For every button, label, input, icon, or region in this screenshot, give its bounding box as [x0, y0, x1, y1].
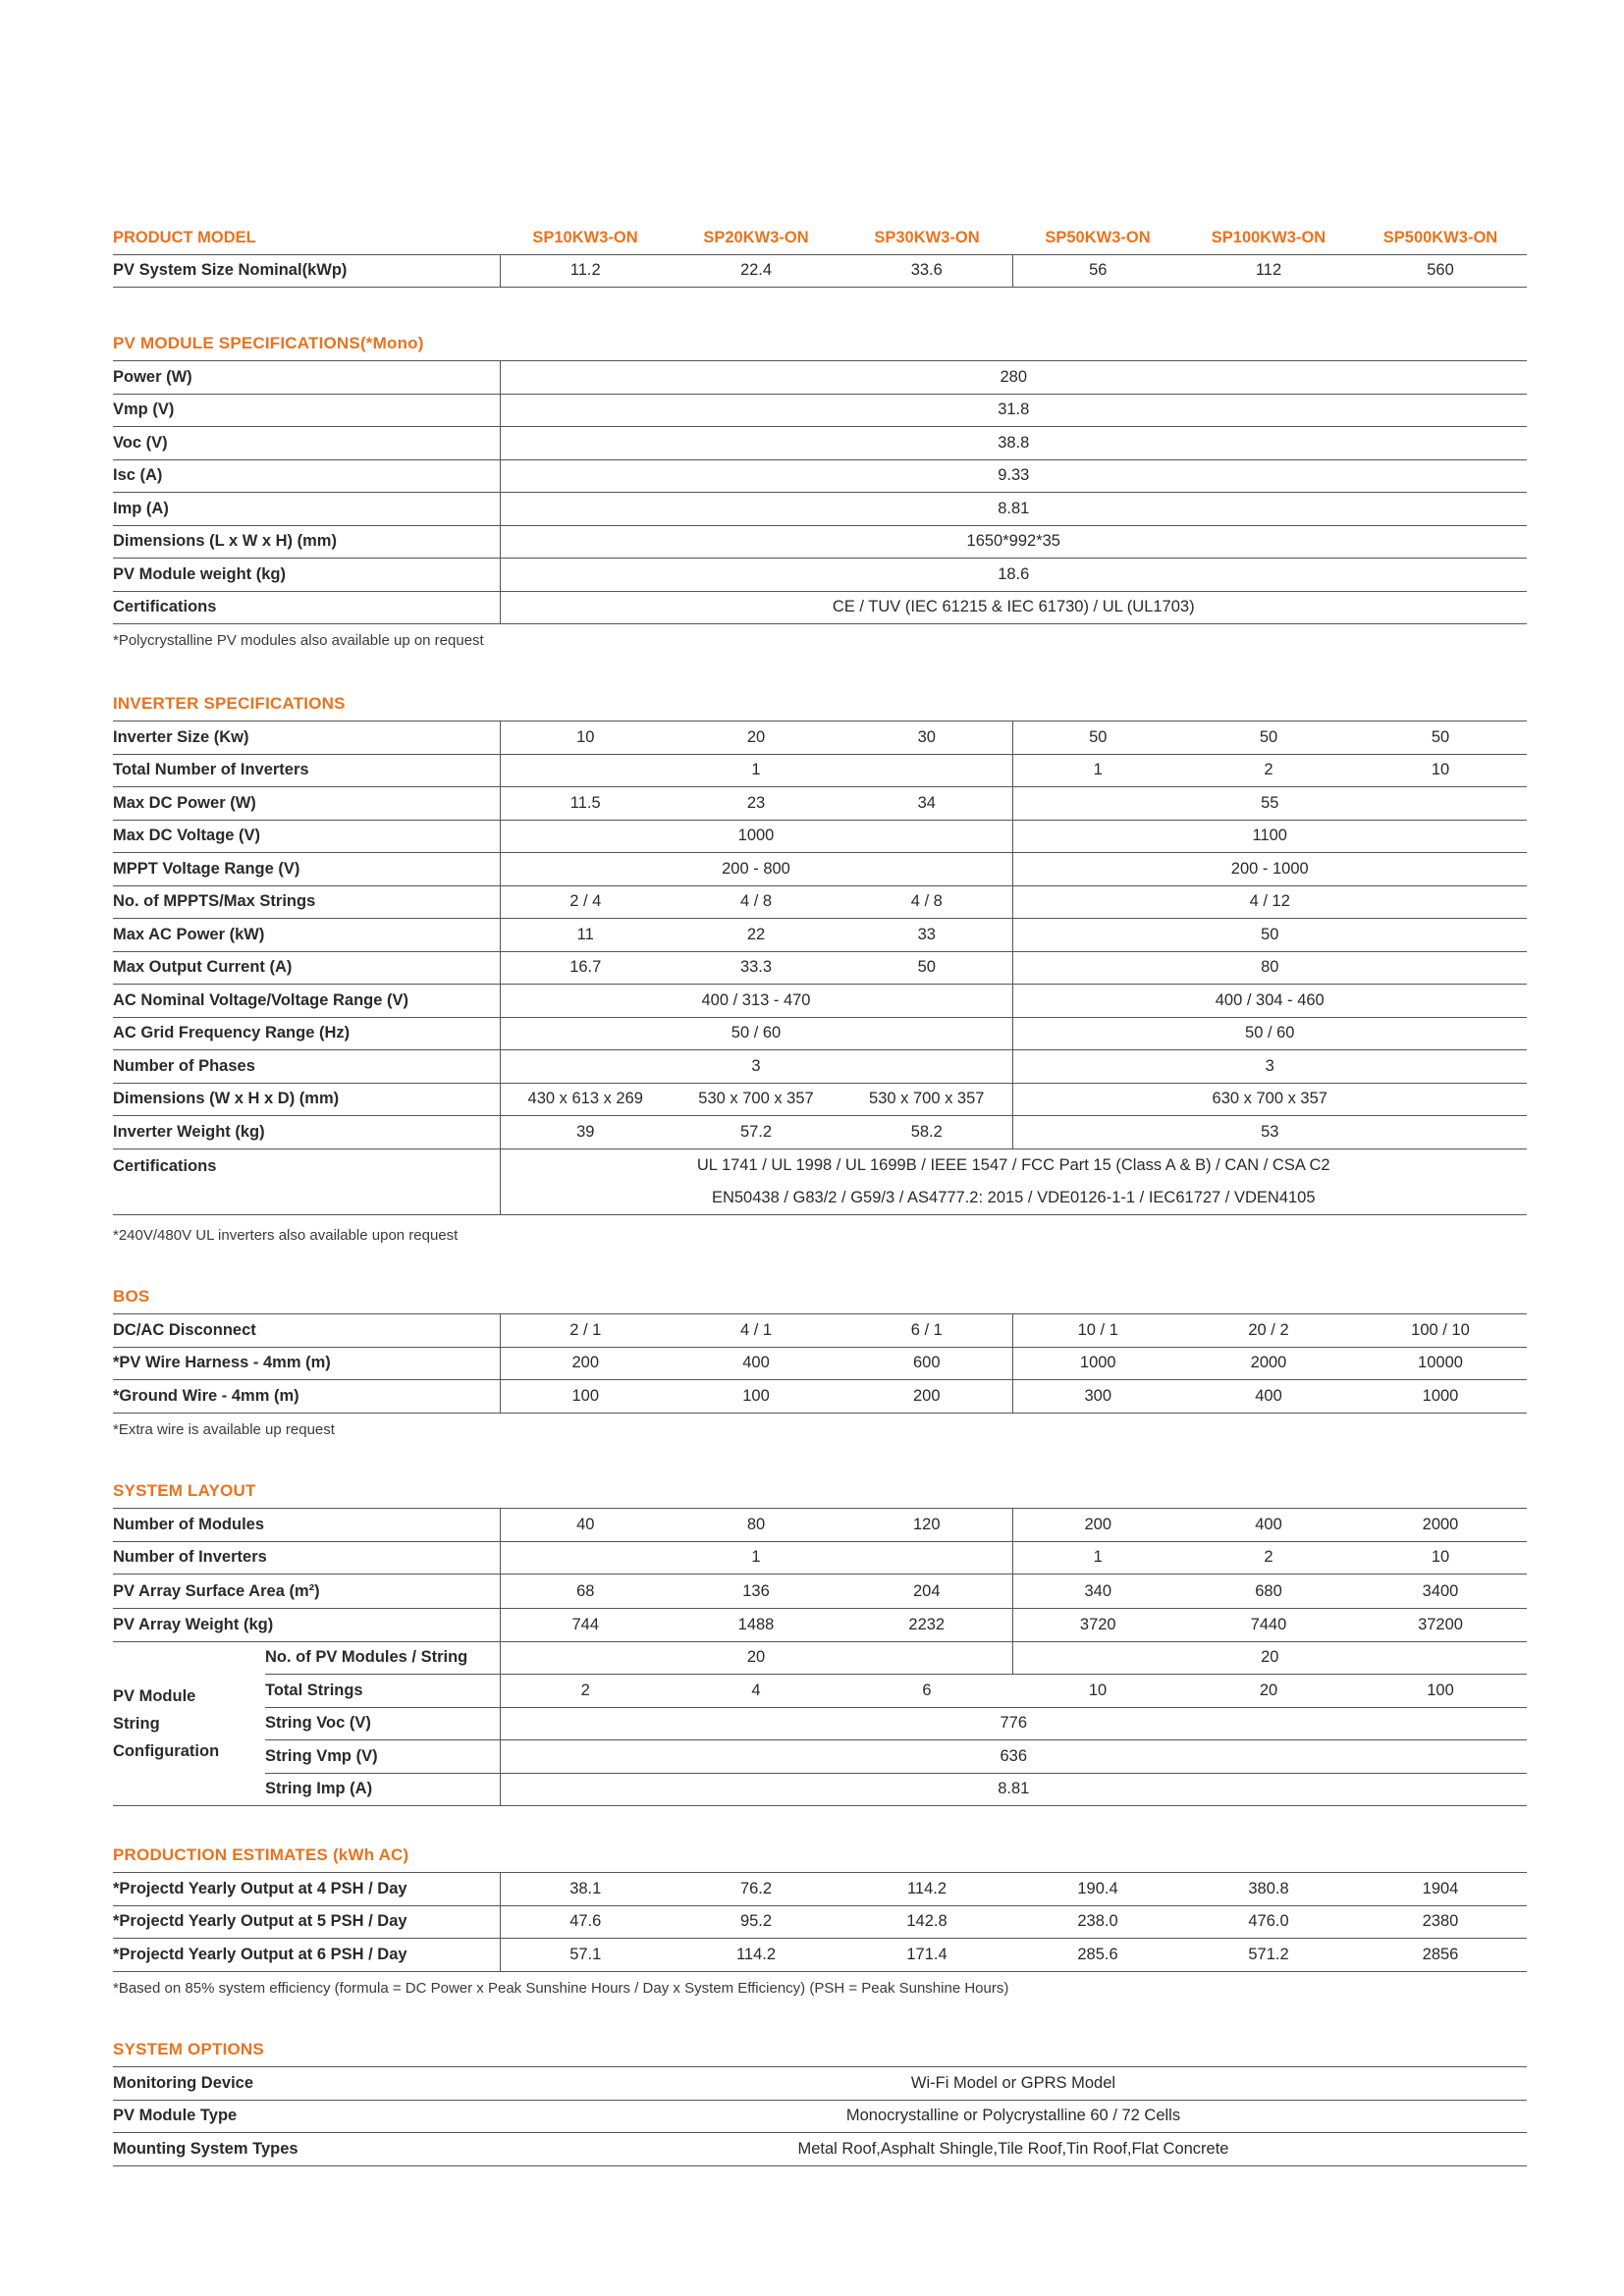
cell: 1000 — [1012, 1347, 1183, 1380]
row-label: Isc (A) — [113, 459, 500, 493]
table-row — [113, 1873, 1527, 1906]
table-row — [113, 1905, 1527, 1939]
cell: 10 — [500, 721, 671, 755]
cell: 100 / 10 — [1354, 1314, 1527, 1348]
table-row — [113, 1380, 1527, 1414]
table-row — [113, 853, 1527, 886]
cell: 430 x 613 x 269 — [500, 1083, 671, 1116]
cell: 16.7 — [500, 951, 671, 985]
cell: 3 — [1012, 1050, 1527, 1084]
cell: 4 — [671, 1675, 841, 1708]
cell: 2 — [500, 1675, 671, 1708]
table-row — [113, 1148, 1527, 1214]
cell: 300 — [1012, 1380, 1183, 1414]
cell: 50 — [1183, 721, 1354, 755]
table-row — [113, 1541, 1527, 1575]
row-label: Mounting System Types — [113, 2133, 500, 2166]
cell: 20 — [500, 1641, 1012, 1675]
product-model-label: PRODUCT MODEL — [113, 222, 500, 254]
cell: 280 — [500, 361, 1527, 395]
cell: 400 / 304 - 460 — [1012, 985, 1527, 1018]
cell: 1 — [1012, 754, 1183, 787]
cell: 56 — [1012, 254, 1183, 288]
cell: 1904 — [1354, 1873, 1527, 1906]
row-label: Voc (V) — [113, 427, 500, 460]
cell: 100 — [500, 1380, 671, 1414]
cell: 400 — [1183, 1380, 1354, 1414]
table-row — [113, 985, 1527, 1018]
footnote: *Polycrystalline PV modules also available up on request — [113, 632, 484, 649]
table-row — [113, 2100, 1527, 2133]
cell: 2000 — [1183, 1347, 1354, 1380]
section-title: SYSTEM OPTIONS — [113, 2040, 264, 2058]
cell: 4 / 1 — [671, 1314, 841, 1348]
table-row — [113, 427, 1527, 460]
cell: 11.5 — [500, 787, 671, 821]
cell: 3720 — [1012, 1609, 1183, 1642]
cell: 31.8 — [500, 394, 1527, 427]
row-label: PV Array Weight (kg) — [113, 1609, 500, 1642]
section-title: SYSTEM LAYOUT — [113, 1481, 256, 1500]
cell: 8.81 — [500, 493, 1527, 526]
row-label: String Voc (V) — [265, 1707, 500, 1740]
table-row — [113, 1675, 1527, 1708]
cell: 1488 — [671, 1609, 841, 1642]
cell: 6 — [841, 1675, 1012, 1708]
cell: 630 x 700 x 357 — [1012, 1083, 1527, 1116]
cell: 57.1 — [500, 1939, 671, 1972]
cell: 238.0 — [1012, 1905, 1183, 1939]
cell: 2 / 1 — [500, 1314, 671, 1348]
cell: 2856 — [1354, 1939, 1527, 1972]
cell: 114.2 — [671, 1939, 841, 1972]
row-label: PV Module weight (kg) — [113, 559, 500, 592]
cell: 10 — [1354, 754, 1527, 787]
bos-section — [113, 1280, 1527, 1447]
table-row — [113, 1609, 1527, 1642]
row-label: PV System Size Nominal(kWp) — [113, 254, 500, 288]
cell: 2000 — [1354, 1509, 1527, 1542]
row-label: Number of Inverters — [113, 1541, 500, 1575]
row-label: String Vmp (V) — [265, 1740, 500, 1774]
row-label: Total Number of Inverters — [113, 754, 500, 787]
table-row — [113, 2067, 1527, 2101]
cell: 476.0 — [1183, 1905, 1354, 1939]
cell: 142.8 — [841, 1905, 1012, 1939]
row-label: Vmp (V) — [113, 394, 500, 427]
row-label: No. of PV Modules / String — [265, 1641, 500, 1675]
cell: 1650*992*35 — [500, 525, 1527, 559]
cell: 2380 — [1354, 1905, 1527, 1939]
certifications-cell — [500, 1148, 1527, 1214]
row-label: Max DC Voltage (V) — [113, 820, 500, 853]
cell: 2 — [1183, 754, 1354, 787]
cell: CE / TUV (IEC 61215 & IEC 61730) / UL (UL1703) — [500, 591, 1527, 624]
cell: 2232 — [841, 1609, 1012, 1642]
cell: 22.4 — [671, 254, 841, 288]
section-title: INVERTER SPECIFICATIONS — [113, 694, 346, 713]
cert-line: EN50438 / G83/2 / G59/3 / AS4777.2: 2015 / VDE0126-1-1 / IEC61727 / VDEN4105 — [711, 1188, 1316, 1206]
table-row — [113, 1509, 1527, 1542]
row-label: Number of Phases — [113, 1050, 500, 1084]
cell: 1000 — [500, 820, 1012, 853]
cell: 80 — [671, 1509, 841, 1542]
cell: 200 - 1000 — [1012, 853, 1527, 886]
cell: 680 — [1183, 1575, 1354, 1609]
cell: 1 — [500, 754, 1012, 787]
row-label: PV Array Surface Area (m²) — [113, 1575, 500, 1609]
table-row — [113, 885, 1527, 919]
model-name: SP50KW3-ON — [1012, 222, 1183, 254]
row-label: DC/AC Disconnect — [113, 1314, 500, 1348]
product-model-table — [113, 222, 1527, 288]
cell: 100 — [671, 1380, 841, 1414]
cell: 1 — [500, 1541, 1012, 1575]
production-table — [113, 1872, 1527, 1972]
cell: 4 / 12 — [1012, 885, 1527, 919]
table-row — [113, 1740, 1527, 1774]
pv-module-section — [113, 327, 1527, 658]
section-title: BOS — [113, 1287, 150, 1306]
cell: 33.3 — [671, 951, 841, 985]
row-label: Certifications — [113, 591, 500, 624]
cell: 114.2 — [841, 1873, 1012, 1906]
pv-module-table — [113, 360, 1527, 624]
table-row — [113, 1050, 1527, 1084]
row-label: *Projectd Yearly Output at 6 PSH / Day — [113, 1939, 500, 1972]
cell: 204 — [841, 1575, 1012, 1609]
row-label: AC Nominal Voltage/Voltage Range (V) — [113, 985, 500, 1018]
system-layout-table — [113, 1508, 1527, 1806]
row-label: MPPT Voltage Range (V) — [113, 853, 500, 886]
footnote: *240V/480V UL inverters also available upon request — [113, 1226, 459, 1244]
cell: 530 x 700 x 357 — [671, 1083, 841, 1116]
bos-table — [113, 1313, 1527, 1414]
cell: 50 — [1012, 919, 1527, 952]
cell: 30 — [841, 721, 1012, 755]
cell: 53 — [1012, 1116, 1527, 1149]
row-label: Dimensions (W x H x D) (mm) — [113, 1083, 500, 1116]
cell: 55 — [1012, 787, 1527, 821]
cell: 40 — [500, 1509, 671, 1542]
production-section — [113, 1839, 1527, 2005]
row-label: *PV Wire Harness - 4mm (m) — [113, 1347, 500, 1380]
system-options-section — [113, 2033, 1527, 2166]
model-name: SP30KW3-ON — [841, 222, 1012, 254]
cell: 68 — [500, 1575, 671, 1609]
group-label: PV Module — [113, 1686, 196, 1705]
row-label: Max AC Power (kW) — [113, 919, 500, 952]
cell: 776 — [500, 1707, 1527, 1740]
cell: 400 / 313 - 470 — [500, 985, 1012, 1018]
cell: 2 / 4 — [500, 885, 671, 919]
table-row — [113, 394, 1527, 427]
table-row — [113, 1575, 1527, 1609]
table-row — [113, 361, 1527, 395]
cell: 6 / 1 — [841, 1314, 1012, 1348]
model-name: SP500KW3-ON — [1354, 222, 1527, 254]
table-row — [113, 459, 1527, 493]
cell: 50 — [841, 951, 1012, 985]
cell: 50 — [1354, 721, 1527, 755]
table-row — [113, 919, 1527, 952]
model-name: SP10KW3-ON — [500, 222, 671, 254]
row-label: Max Output Current (A) — [113, 951, 500, 985]
table-row — [113, 1773, 1527, 1806]
table-row — [113, 1083, 1527, 1116]
cell: 37200 — [1354, 1609, 1527, 1642]
cell: 200 — [841, 1380, 1012, 1414]
section-title: PRODUCTION ESTIMATES (kWh AC) — [113, 1845, 409, 1864]
row-label: Number of Modules — [113, 1509, 500, 1542]
footnote: *Extra wire is available up request — [113, 1420, 335, 1438]
cell: 4 / 8 — [841, 885, 1012, 919]
row-label: No. of MPPTS/Max Strings — [113, 885, 500, 919]
cell: 23 — [671, 787, 841, 821]
cell: 34 — [841, 787, 1012, 821]
cell: 20 — [671, 721, 841, 755]
row-label: Total Strings — [265, 1675, 500, 1708]
cert-line: UL 1741 / UL 1998 / UL 1699B / IEEE 1547 / FCC Part 15 (Class A & B) / CAN / CSA C2 — [696, 1155, 1330, 1174]
model-header-row — [113, 222, 1527, 254]
cell: 11.2 — [500, 254, 671, 288]
cell: 47.6 — [500, 1905, 671, 1939]
row-label: Power (W) — [113, 361, 500, 395]
cell: 744 — [500, 1609, 671, 1642]
system-size-row — [113, 254, 1527, 288]
product-model-section — [113, 222, 1527, 288]
inverter-table — [113, 721, 1527, 1215]
cell: 1000 — [1354, 1380, 1527, 1414]
table-row — [113, 754, 1527, 787]
row-label: Inverter Weight (kg) — [113, 1116, 500, 1149]
cell: 340 — [1012, 1575, 1183, 1609]
cell: 2 — [1183, 1541, 1354, 1575]
cell: 112 — [1183, 254, 1354, 288]
table-row — [113, 721, 1527, 755]
row-label: PV Module Type — [113, 2100, 500, 2133]
row-label: Certifications — [113, 1148, 500, 1214]
cell: 38.1 — [500, 1873, 671, 1906]
cell: 22 — [671, 919, 841, 952]
cell: 58.2 — [841, 1116, 1012, 1149]
cell: 530 x 700 x 357 — [841, 1083, 1012, 1116]
group-label: String — [113, 1714, 160, 1733]
footnote: *Based on 85% system efficiency (formula = DC Power x Peak Sunshine Hours / Day x System Efficiency) (PSH = Peak Sunshine Hours) — [113, 1979, 1009, 1997]
cell: 100 — [1354, 1675, 1527, 1708]
cell: 38.8 — [500, 427, 1527, 460]
cell: 50 — [1012, 721, 1183, 755]
cell: 33 — [841, 919, 1012, 952]
cell: 10000 — [1354, 1347, 1527, 1380]
table-row — [113, 493, 1527, 526]
cell: 380.8 — [1183, 1873, 1354, 1906]
table-row — [113, 820, 1527, 853]
row-label: AC Grid Frequency Range (Hz) — [113, 1017, 500, 1050]
table-row — [113, 559, 1527, 592]
cell: 20 / 2 — [1183, 1314, 1354, 1348]
table-row — [113, 2133, 1527, 2166]
cell: 4 / 8 — [671, 885, 841, 919]
cell: 136 — [671, 1575, 841, 1609]
table-row — [113, 1641, 1527, 1675]
table-row — [113, 525, 1527, 559]
group-label: Configuration — [113, 1741, 220, 1760]
cell: 200 - 800 — [500, 853, 1012, 886]
row-label: *Ground Wire - 4mm (m) — [113, 1380, 500, 1414]
cell: Wi-Fi Model or GPRS Model — [500, 2067, 1527, 2101]
cell: 57.2 — [671, 1116, 841, 1149]
cell: 18.6 — [500, 559, 1527, 592]
cell: 400 — [1183, 1509, 1354, 1542]
string-config-group — [113, 1641, 265, 1806]
table-row — [113, 1116, 1527, 1149]
cell: 7440 — [1183, 1609, 1354, 1642]
cell: 560 — [1354, 254, 1527, 288]
cell: 636 — [500, 1740, 1527, 1774]
cell: 20 — [1012, 1641, 1527, 1675]
cell: Monocrystalline or Polycrystalline 60 / 72 Cells — [500, 2100, 1527, 2133]
row-label: Inverter Size (Kw) — [113, 721, 500, 755]
cell: 10 — [1012, 1675, 1183, 1708]
row-label: Imp (A) — [113, 493, 500, 526]
table-row — [113, 591, 1527, 624]
table-row — [113, 787, 1527, 821]
table-row — [113, 1347, 1527, 1380]
model-name: SP100KW3-ON — [1183, 222, 1354, 254]
inverter-section — [113, 687, 1527, 1253]
system-layout-section — [113, 1474, 1527, 1806]
cell: 50 / 60 — [1012, 1017, 1527, 1050]
table-row — [113, 1314, 1527, 1348]
cell: 33.6 — [841, 254, 1012, 288]
cell: 3400 — [1354, 1575, 1527, 1609]
cell: 1100 — [1012, 820, 1527, 853]
cell: 50 / 60 — [500, 1017, 1012, 1050]
row-label: *Projectd Yearly Output at 4 PSH / Day — [113, 1873, 500, 1906]
cell: 571.2 — [1183, 1939, 1354, 1972]
cell: 20 — [1183, 1675, 1354, 1708]
row-label: Dimensions (L x W x H) (mm) — [113, 525, 500, 559]
table-row — [113, 1017, 1527, 1050]
row-label: *Projectd Yearly Output at 5 PSH / Day — [113, 1905, 500, 1939]
model-name: SP20KW3-ON — [671, 222, 841, 254]
cell: 171.4 — [841, 1939, 1012, 1972]
cell: 120 — [841, 1509, 1012, 1542]
cell: Metal Roof,Asphalt Shingle,Tile Roof,Tin Roof,Flat Concrete — [500, 2133, 1527, 2166]
cell: 200 — [500, 1347, 671, 1380]
row-label: String Imp (A) — [265, 1773, 500, 1806]
row-label: Max DC Power (W) — [113, 787, 500, 821]
table-row — [113, 951, 1527, 985]
table-row — [113, 1707, 1527, 1740]
cell: 400 — [671, 1347, 841, 1380]
cell: 190.4 — [1012, 1873, 1183, 1906]
cell: 1 — [1012, 1541, 1183, 1575]
cell: 11 — [500, 919, 671, 952]
section-title: PV MODULE SPECIFICATIONS(*Mono) — [113, 334, 424, 352]
cell: 10 / 1 — [1012, 1314, 1183, 1348]
cell: 3 — [500, 1050, 1012, 1084]
row-label: Monitoring Device — [113, 2067, 500, 2101]
cell: 200 — [1012, 1509, 1183, 1542]
cell: 285.6 — [1012, 1939, 1183, 1972]
cell: 76.2 — [671, 1873, 841, 1906]
cell: 600 — [841, 1347, 1012, 1380]
system-options-table — [113, 2066, 1527, 2166]
cell: 95.2 — [671, 1905, 841, 1939]
cell: 8.81 — [500, 1773, 1527, 1806]
table-row — [113, 1939, 1527, 1972]
cell: 39 — [500, 1116, 671, 1149]
cell: 9.33 — [500, 459, 1527, 493]
cell: 10 — [1354, 1541, 1527, 1575]
cell: 80 — [1012, 951, 1527, 985]
